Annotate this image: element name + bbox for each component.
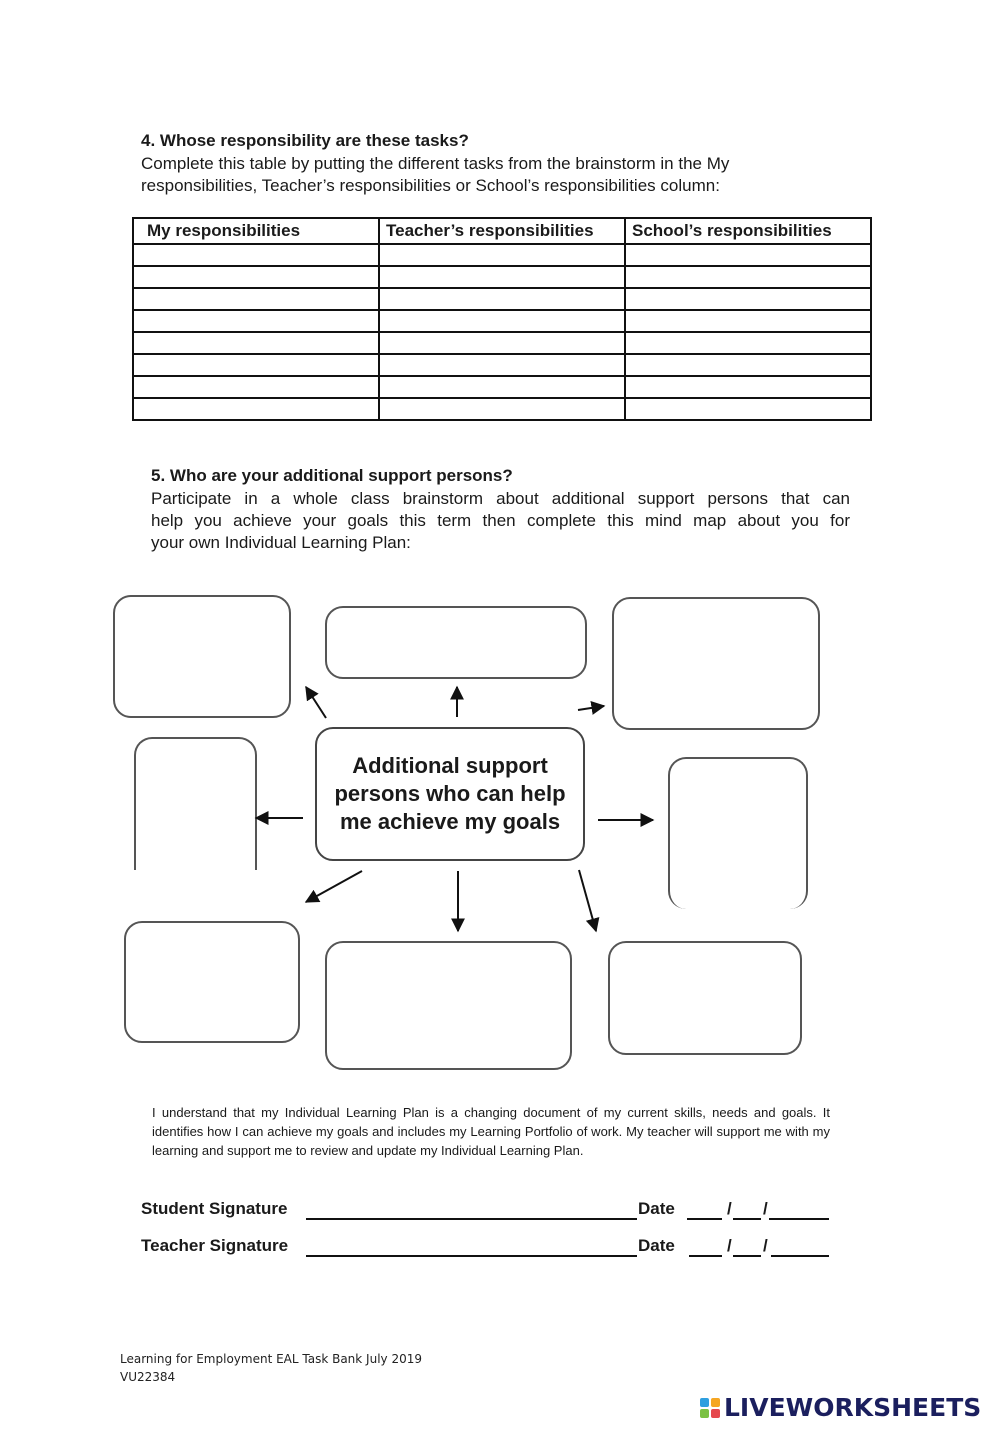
date-separator: / (727, 1199, 732, 1218)
student-signature-label: Student Signature (141, 1199, 288, 1218)
student-date-day[interactable] (687, 1218, 722, 1220)
date-separator: / (763, 1199, 768, 1218)
arrow-to-top-right (578, 706, 604, 710)
logo-square (711, 1409, 720, 1418)
footer-line-1: Learning for Employment EAL Task Bank July 2019 (120, 1352, 422, 1366)
question-4-text-line1: Complete this table by putting the different tasks from the brainstorm in the My (141, 154, 730, 173)
teacher-signature-line[interactable] (306, 1255, 637, 1257)
logo-square (700, 1398, 709, 1407)
teacher-date-year[interactable] (771, 1255, 829, 1257)
student-date-year[interactable] (769, 1218, 829, 1220)
question-4-title: 4. Whose responsibility are these tasks? (141, 131, 469, 150)
question-5-text-line2: help you achieve your goals this term then complete this mind map about you for (151, 511, 850, 530)
liveworksheets-logo-text: LIVEWORKSHEETS (724, 1393, 982, 1422)
header-teacher-responsibilities: Teacher’s responsibilities (379, 218, 625, 244)
question-5-title: 5. Who are your additional support persons? (151, 466, 513, 485)
date-separator: / (763, 1236, 768, 1255)
teacher-date-day[interactable] (689, 1255, 722, 1257)
arrow-to-top-left (306, 687, 326, 718)
arrow-to-bottom-right (579, 870, 596, 931)
header-school-responsibilities: School’s responsibilities (625, 218, 871, 244)
logo-square (711, 1398, 720, 1407)
teacher-date-month[interactable] (733, 1255, 761, 1257)
student-date-month[interactable] (733, 1218, 761, 1220)
question-5-text-line1: Participate in a whole class brainstorm about additional support persons that can (151, 489, 850, 508)
liveworksheets-logo-icon (700, 1398, 720, 1418)
liveworksheets-logo[interactable] (700, 1393, 981, 1422)
arrow-to-bottom-left (306, 871, 362, 902)
question-4-text-line2: responsibilities, Teacher’s responsibilities or School’s responsibilities column: (141, 176, 720, 195)
teacher-signature-label: Teacher Signature (141, 1236, 289, 1255)
header-my-responsibilities: My responsibilities (133, 218, 379, 244)
student-signature-line[interactable] (306, 1218, 637, 1220)
footer-line-2: VU22384 (120, 1370, 176, 1384)
question-5-text-line3: your own Individual Learning Plan: (151, 533, 411, 552)
mind-map-center-text: Additional support persons who can help me achieve my goals (334, 753, 566, 834)
student-date-label: Date (638, 1199, 675, 1218)
logo-square (700, 1409, 709, 1418)
ilp-statement: I understand that my Individual Learning Plan is a changing document of my current skills, needs and goals. It identifies how I can achieve my goals and includes my Learning Portfolio of work. My teacher will support me with my learning and support me to review and update my Individual Learning Plan. (152, 1105, 830, 1158)
date-separator: / (727, 1236, 732, 1255)
teacher-date-label: Date (638, 1236, 675, 1255)
